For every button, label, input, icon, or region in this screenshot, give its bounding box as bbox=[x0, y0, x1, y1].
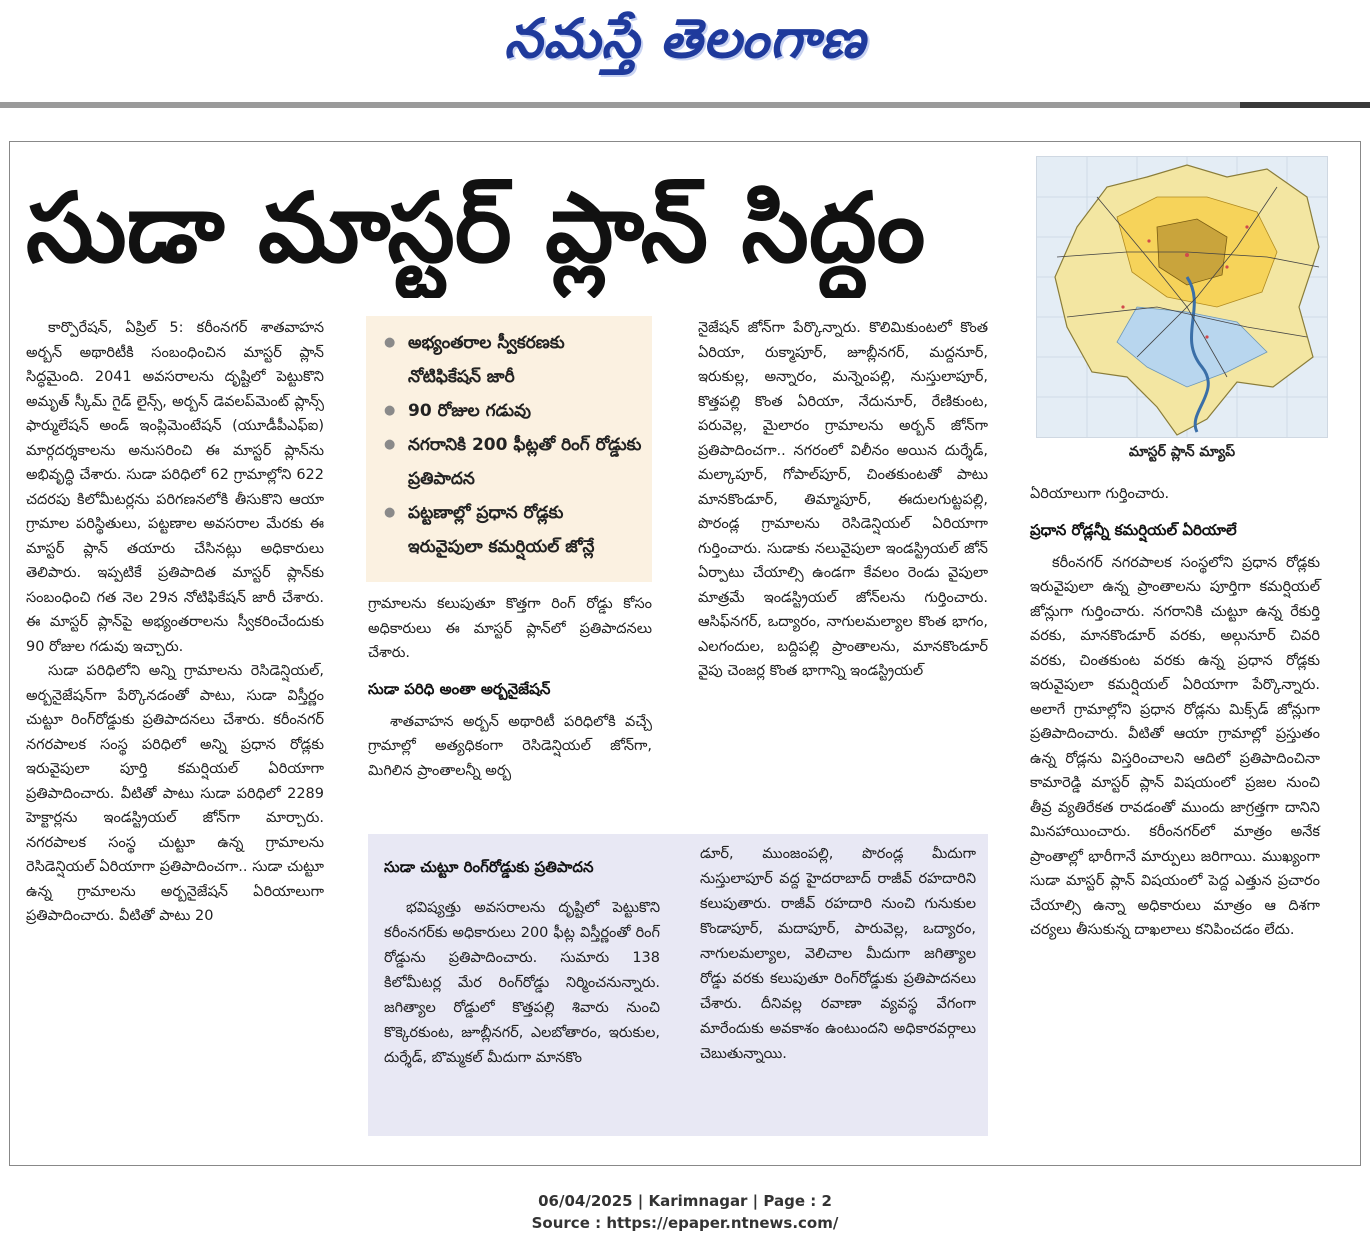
paragraph: ఏరియాలుగా గుర్తించారు. bbox=[1030, 486, 1170, 502]
article-column-3 bbox=[698, 316, 988, 684]
master-plan-map bbox=[1036, 156, 1328, 438]
article-headline: సుడా మాస్టర్ ప్లాన్ సిద్ధం bbox=[26, 172, 926, 284]
article-column-4 bbox=[1030, 482, 1320, 943]
paragraph: గ్రామాలను కలుపుతూ కొత్తగా రింగ్ రోడ్డు కోసం అధికారులు ఈ మాస్టర్ ప్లాన్‌లో ప్రతిపాదనలు చేశారు. bbox=[368, 596, 652, 661]
masthead bbox=[0, 0, 1370, 100]
paragraph: నైజేషన్ జోన్‌గా పేర్కొన్నారు. కొలిమికుంటలో కొంత ఏరియా, రుక్మాపూర్, జూబ్లీనగర్, మద్దనూర్, ఇరుకుల్ల, అన్నారం, మన్నెంపల్లి, నుస్తులాపూర్, కొత్తపల్లి కొంత ఏరియా, నేదునూర్, రేణికుంట, పరువెల్ల, మైలారం గ్రామాలను అర్బన్ జోన్‌గా ప్రతిపాదించగా.. నగరంలో విలీనం అయిన దుర్శేడ్, మల్కాపూర్, గోపాల్‌పూర్, చింతకుంటతో పాటు మానకొండూర్, తిమ్మాపూర్, ఈదులగుట్టపల్లి, పొరండ్ల గ్రామాలను రెసిడెన్షియల్ ఏరియాగా గుర్తించారు. సుడాకు నలువైపులా ఇండస్ట్రియల్ జోన్ ఏర్పాటు చేయాల్సి ఉండగా కేవలం రెండు వైపులా మాత్రమే ఇండస్ట్రియల్ జోన్‌లను గుర్తించారు. ఆసిఫ్‌నగర్, ఒద్యారం, నాగులమల్యాల కొంత భాగం, ఎలగందుల, బద్దిపల్లి ప్రాంతాలను, మానకొండూర్ వైపు చెంజర్ల కొంత భాగాన్ని ఇండస్ట్రియల్ bbox=[698, 320, 988, 679]
highlights-list bbox=[380, 326, 642, 564]
article-column-2 bbox=[368, 592, 652, 783]
edition-info: 06/04/2025 | Karimnagar | Page : 2 bbox=[538, 1192, 832, 1210]
highlight-item: ● 90 రోజుల గడువు bbox=[380, 394, 642, 428]
ring-road-text-right: డూర్, ముంజంపల్లి, పొరండ్ల మీదుగా నుస్తులాపూర్ వద్ద హైదరాబాద్ రాజీవ్ రహదారిని కలుపుతారు. రాజీవ్ రహదారి నుంచి గునుకుల కొండాపూర్, మదాపూర్, పారువెల్ల, ఒద్యారం, నాగులమల్యాల, వెలిచాల మీదుగా జగిత్యాల రోడ్డు వరకు కలుపుతూ రింగ్‌రోడ్డుకు ప్రతిపాదనలు చేశారు. దీనివల్ల రవాణా వ్యవస్థ వేగంగా మారేందుకు అవకాశం ఉంటుందని అధికారవర్గాలు చెబుతున్నాయి. bbox=[700, 846, 976, 1062]
highlight-item: ● పట్టణాల్లో ప్రధాన రోడ్లకు ఇరువైపులా కమర్షియల్ జోన్లే bbox=[380, 496, 642, 564]
ring-road-heading: సుడా చుట్టూ రింగ్‌రోడ్డుకు ప్రతిపాదన bbox=[384, 858, 594, 876]
highlights-box bbox=[366, 316, 652, 582]
section-subhead: సుడా పరిధి అంతా అర్బనైజేషన్ bbox=[368, 679, 551, 698]
highlight-item: ● నగరానికి 200 ఫీట్లతో రింగ్ రోడ్డుకు ప్రతిపాదన bbox=[380, 428, 642, 496]
paragraph: కార్పొరేషన్, ఏప్రిల్ 5: కరీంనగర్ శాతవాహన అర్బన్ అథారిటీకి సంబంధించిన మాస్టర్ ప్లాన్ సిద్ధమైంది. 2041 అవసరాలను దృష్టిలో పెట్టుకొని అమృత్ స్కీమ్ గైడ్ లైన్స్, అర్బన్ డెవలప్‌మెంట్ ప్లాన్స్ ఫార్ములేషన్ అండ్ ఇంప్లిమెంటేషన్ (యూడీపీఎఫ్ఐ) మార్గదర్శకాలను అనుసరించి ఈ మాస్టర్ ప్లాన్‌ను అభివృద్ధి చేశారు. సుడా పరిధిలో 62 గ్రామాల్లోని 622 చదరపు కిలోమీటర్లను పరిగణనలోకి తీసుకొని ఆయా గ్రామాల పరిస్థితులు, పట్టణాల అవసరాల మేరకు ఈ మాస్టర్ ప్లాన్ తయారు చేసినట్లు అధికారులు తెలిపారు. ఇప్పటికే ప్రతిపాదిత మాస్టర్ ప్లాన్‌కు సంబంధించి గత నెల 29న నోటిఫికేషన్ జారీ చేశారు. ఈ మాస్టర్ ప్లాన్‌పై అభ్యంతరాలను స్వీకరించేందుకు 90 రోజుల గడువు ఇచ్చారు. bbox=[26, 320, 324, 655]
map-image-icon bbox=[1037, 157, 1328, 438]
map-caption: మాస్టర్ ప్లాన్ మ్యాప్ bbox=[1128, 444, 1236, 460]
paragraph: సుడా పరిధిలోని అన్ని గ్రామాలను రెసిడెన్షియల్, అర్బనైజేషన్‌గా పేర్కొనడంతో పాటు, సుడా విస్తీర్ణం చుట్టూ రింగ్‌రోడ్డుకు ప్రతిపాదనలు చేశారు. కరీంనగర్ నగరపాలక సంస్థ పరిధిలో అన్ని ప్రధాన రోడ్లకు ఇరువైపులా పూర్తి కమర్షియల్ ఏరియాగా ప్రతిపాదించారు. వీటితో పాటు సుడా పరిధిలో 2289 హెక్టార్లను ఇండస్ట్రియల్ జోన్‌గా మార్చారు. నగరపాలక సంస్థ చుట్టూ ఉన్న గ్రామాలను రెసిడెన్షియల్ ఏరియాగా ప్రతిపాదించగా.. సుడా చుట్టూ ఉన్న గ్రామాలను అర్బనైజేషన్ ఏరియాలుగా ప్రతిపాదించారు. వీటితో పాటు 20 bbox=[26, 663, 324, 924]
paragraph: భవిష్యత్తు అవసరాలను దృష్టిలో పెట్టుకొని కరీంనగర్‌కు అధికారులు 200 ఫీట్ల విస్తీర్ణంతో రింగ్ రోడ్డును ప్రతిపాదించారు. సుమారు 138 కిలోమీటర్ల మేర రింగ్‌రోడ్డు నిర్మించనున్నారు. జగిత్యాల రోడ్డులో కొత్తపల్లి శివారు నుంచి కొక్కెరకుంట, జూబ్లీనగర్, ఎలబోతారం, ఇరుకుల, దుర్శేడ్, బొమ్మకల్ మీదుగా మానకొం bbox=[384, 900, 660, 1066]
source-link[interactable]: Source : https://epaper.ntnews.com/ bbox=[531, 1214, 839, 1232]
section-subhead: ప్రధాన రోడ్లన్నీ కమర్షియల్ ఏరియాలే bbox=[1030, 520, 1237, 539]
masthead-rule bbox=[0, 102, 1240, 108]
paragraph: శాతవాహన అర్బన్ అథారిటీ పరిధిలోకి వచ్చే గ్రామాల్లో అత్యధికంగా రెసిడెన్షియల్ జోన్‌గా, మిగిలిన ప్రాంతాలన్నీ అర్బ bbox=[368, 713, 652, 779]
ring-road-text-left bbox=[384, 896, 660, 1071]
page-footer bbox=[0, 1190, 1370, 1234]
newspaper-logo: నమస్తే తెలంగాణ bbox=[504, 6, 866, 70]
article-column-1 bbox=[26, 316, 324, 929]
highlight-item: ● అభ్యంతరాల స్వీకరణకు నోటిఫికేషన్ జారీ bbox=[380, 326, 642, 394]
paragraph: కరీంనగర్ నగరపాలక సంస్థలోని ప్రధాన రోడ్లకు ఇరువైపులా ఉన్న ప్రాంతాలను పూర్తిగా కమర్షియల్ జోన్లుగా గుర్తించారు. నగరానికి చుట్టూ ఉన్న రేకుర్తి వరకు, మానకొండూర్ వరకు, అల్గునూర్ చివరి వరకు, చింతకుంట వరకు ఉన్న ప్రధాన రోడ్లకు ఇరువైపులా కమర్షియల్ ఏరియాగా పేర్కొన్నారు. అలాగే గ్రామాల్లోని ప్రధాన రోడ్లను మిక్స్‌డ్ జోన్లుగా ప్రతిపాదించారు. వీటితో ఆయా గ్రామాల్లో ప్రస్తుతం ఉన్న రోడ్లను విస్తరించాలని ఆదిలో ప్రతిపాదించినా కామారెడ్డి మాస్టర్ ప్లాన్ విషయంలో ప్రజల నుంచి తీవ్ర వ్యతిరేకత రావడంతో ముందు జాగ్రత్తగా దానిని మినహాయించారు. కరీంనగర్‌లో మాత్రం అనేక ప్రాంతాల్లో భారీగానే మార్పులు జరిగాయి. ముఖ్యంగా సుడా మాస్టర్ ప్లాన్ విషయంలో పెద్ద ఎత్తున ప్రచారం చేయాల్సి ఉన్నా అధికారులు మాత్రం ఆ దిశగా చర్యలు తీసుకున్న దాఖలాలు కనిపించడం లేదు. bbox=[1030, 554, 1320, 938]
masthead-rule-accent bbox=[1240, 102, 1370, 108]
